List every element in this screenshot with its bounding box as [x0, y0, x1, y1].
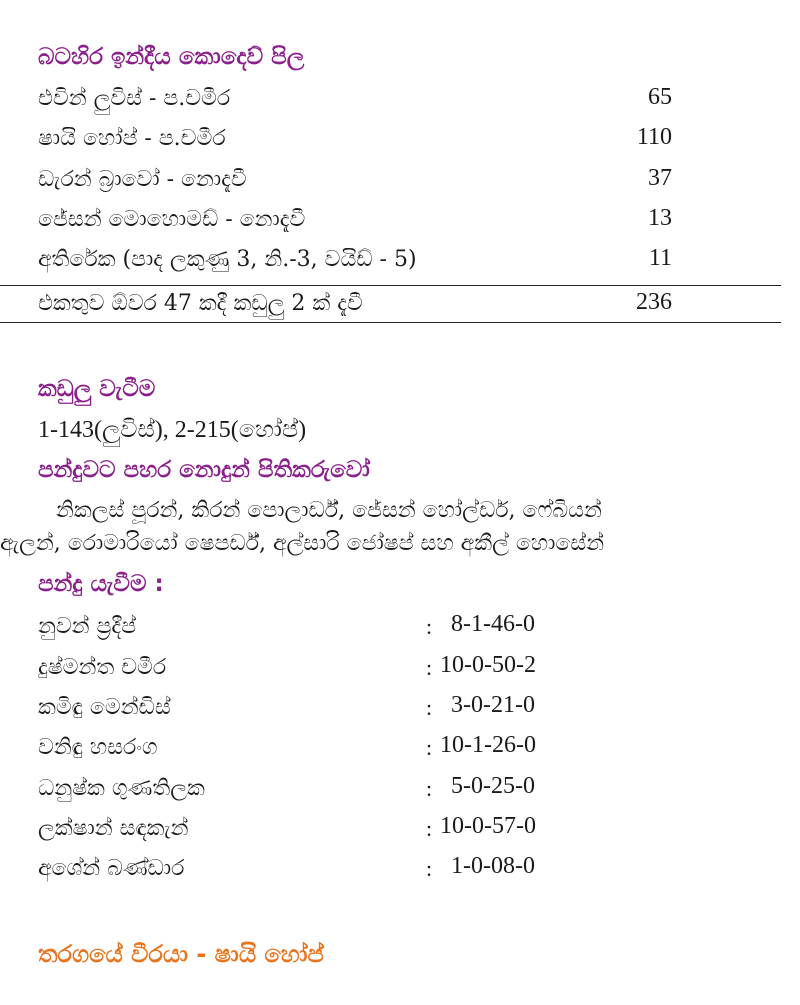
bowler-separator: : [426, 695, 433, 720]
bowler-separator: : [426, 776, 433, 801]
batsman-runs: 37 [648, 165, 672, 191]
batsman-name: ෂායි හෝප් - ප.චමීර [38, 126, 226, 151]
bowler-figures: 8-1-46-0 [451, 611, 535, 637]
player-of-match: තරගයේ වීරයා - ෂායි හෝප් [38, 940, 324, 968]
batsman-runs: 110 [636, 124, 672, 150]
fall-of-wickets-text: 1-143(ලුවිස්), 2-215(හෝප්) [38, 417, 307, 443]
bowler-name: දුෂ්මන්ත චමීර [38, 655, 167, 680]
bowler-name: වනිඳු හසරංග [38, 735, 158, 760]
extras-label: අතිරේක (පාද ලකුණු 3, නි.-3, වයිඩ් - 5) [38, 247, 417, 272]
total-bottom-rule [0, 322, 781, 323]
bowler-separator: : [426, 856, 433, 881]
bowler-separator: : [426, 816, 433, 841]
bowler-figures: 10-0-50-2 [440, 652, 536, 678]
batting-heading: බටහිර ඉන්දීය කොදෙව් පිල [38, 44, 305, 70]
total-runs: 236 [636, 289, 672, 315]
batsman-name: එවින් ලුවිස් - ප.චමීර [38, 86, 231, 111]
bowler-figures: 3-0-21-0 [451, 692, 535, 718]
bowler-figures: 5-0-25-0 [451, 773, 535, 799]
batsman-name: ජේසන් මොහොමඩ් - නොදැවී [38, 207, 306, 232]
did-not-bat-line: නිකලස් පූරන්, කිරන් පොලාර්ඩ්, ජේසන් හෝල්ඩර්, ෆේබියන් [56, 498, 602, 523]
bowling-heading: පන්දු යැවීම : [38, 571, 164, 597]
total-top-rule [0, 285, 781, 286]
bowler-figures: 1-0-08-0 [451, 853, 535, 879]
bowler-separator: : [426, 735, 433, 760]
did-not-bat-line: ඇලන්, රොමාරියෝ ෂෙපර්ඩ්, අල්සාරි ජෝෂප් සහ අකීල් හොසේන් [0, 531, 605, 556]
batsman-name: ඩැරන් බ්‍රාවෝ - නොදැවී [38, 167, 247, 192]
bowler-name: ලක්ෂාන් සඳකැන් [38, 816, 189, 841]
bowler-name: කමිඳු මෙන්ඩිස් [38, 695, 171, 720]
bowler-separator: : [426, 614, 433, 639]
bowler-name: නුවන් ප්‍රදීප් [38, 614, 137, 639]
bowler-name: අශේන් බණ්ඩාර [38, 856, 185, 881]
did-not-bat-heading: පන්දුවට පහර නොදුන් පිතිකරුවෝ [38, 457, 370, 483]
bowler-separator: : [426, 655, 433, 680]
batsman-runs: 13 [648, 205, 672, 231]
total-label: එකතුව ඕවර 47 කදී කඩුලු 2 ක් දැවී [38, 291, 363, 316]
bowler-figures: 10-1-26-0 [440, 732, 536, 758]
bowler-name: ධනුෂ්ක ගුණතිලක [38, 776, 205, 801]
bowler-figures: 10-0-57-0 [440, 813, 536, 839]
batsman-runs: 65 [648, 84, 672, 110]
extras-runs: 11 [648, 245, 672, 271]
fall-of-wickets-heading: කඩුලු වැටීම [38, 376, 156, 402]
